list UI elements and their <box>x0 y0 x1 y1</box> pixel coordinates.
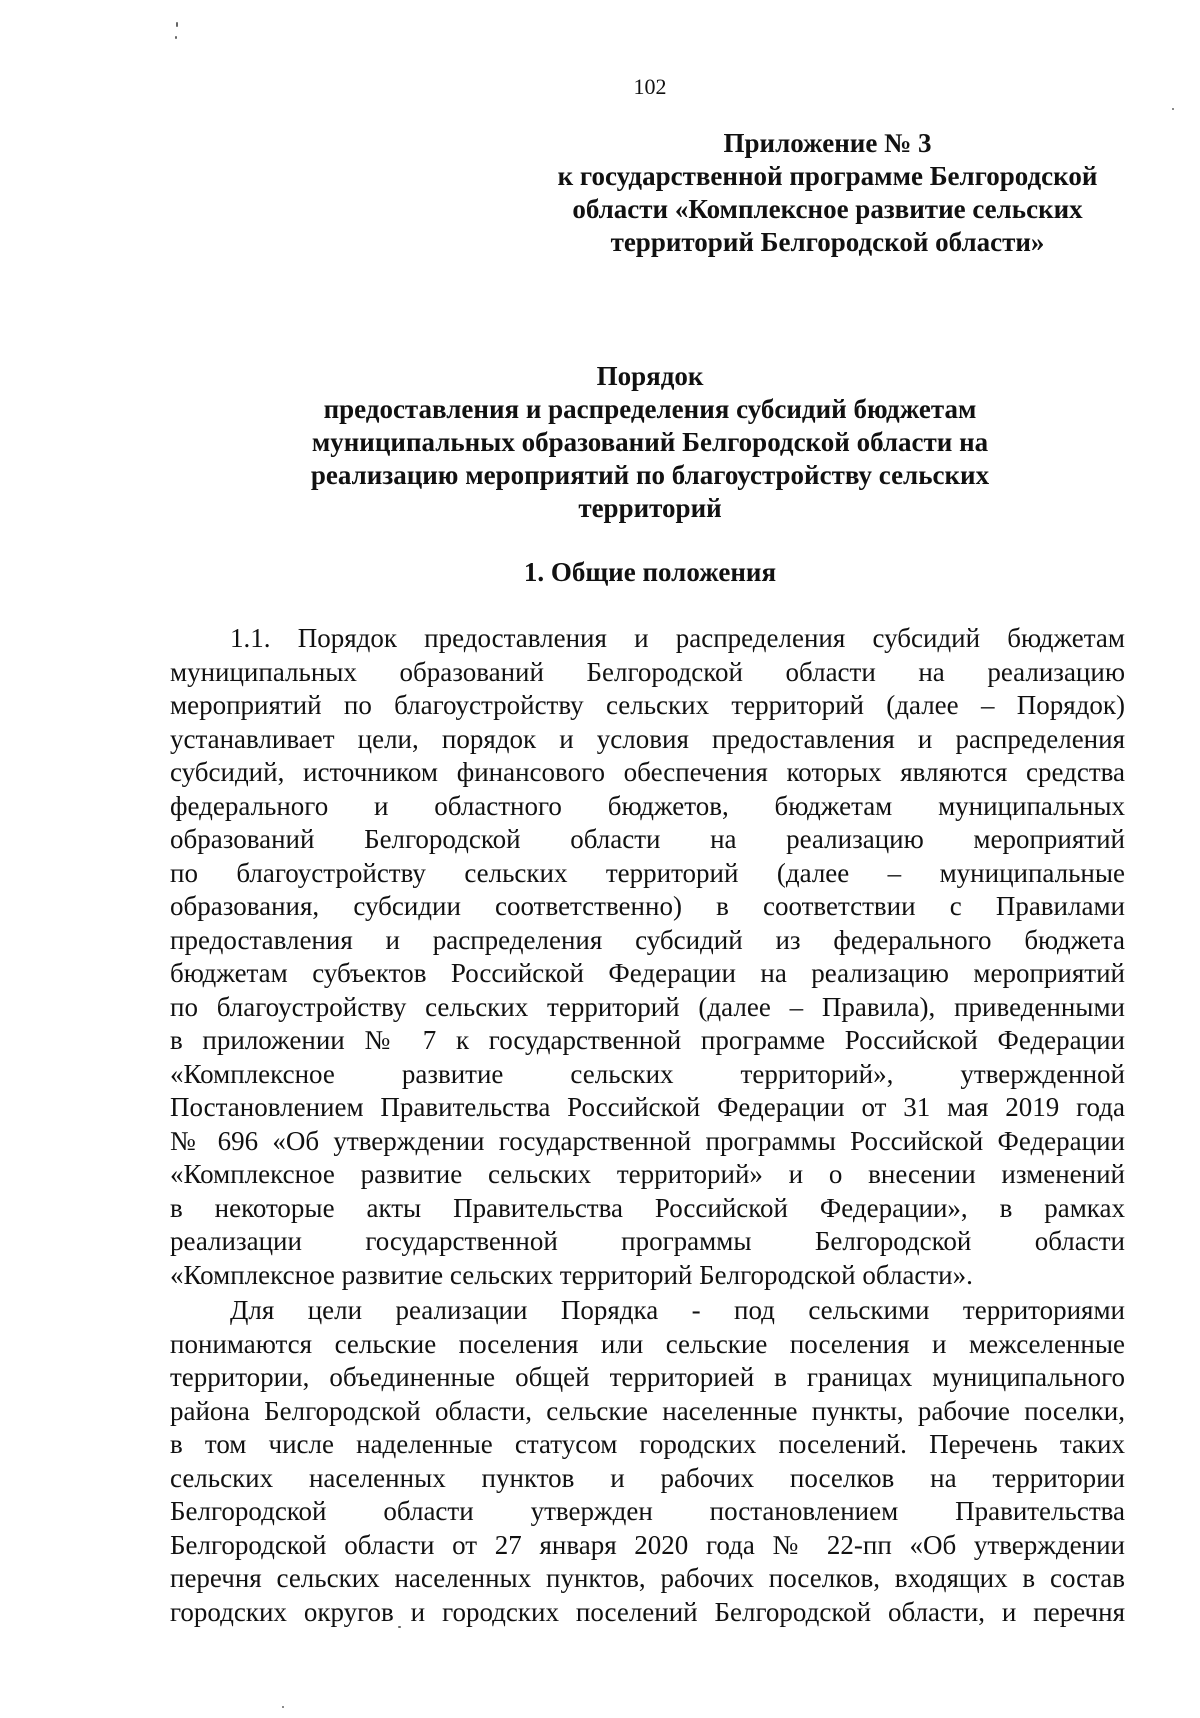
paragraph-line: образования, субсидии соответственно) в соответствии с Правилами <box>170 891 1125 921</box>
document-title <box>200 360 1100 525</box>
paragraph-line: территории, объединенные общей территорией в границах муниципального <box>170 1362 1125 1392</box>
scan-speck <box>1172 108 1174 110</box>
scan-speck <box>176 22 178 27</box>
title-line: предоставления и распределения субсидий бюджетам <box>323 394 977 424</box>
body-text <box>170 622 1125 1629</box>
paragraph-line: в приложении № 7 к государственной программе Российской Федерации <box>170 1025 1125 1055</box>
appendix-header <box>520 127 1135 259</box>
section-heading: 1. Общие положения <box>523 557 777 587</box>
paragraph-line: Белгородской области утвержден постановлением Правительства <box>170 1496 1125 1526</box>
paragraph-line: района Белгородской области, сельские населенные пункты, рабочие поселки, <box>170 1395 1125 1426</box>
appendix-line: территорий Белгородской области» <box>610 227 1045 257</box>
paragraph-line: муниципальных образований Белгородской области на реализацию <box>170 656 1125 687</box>
title-line: реализацию мероприятий по благоустройству сельских <box>310 460 990 490</box>
paragraph-line: Белгородской области от 27 января 2020 года № 22-пп «Об утверждении <box>170 1529 1125 1560</box>
paragraph-line: городских округов и городских поселений Белгородской области, и перечня <box>170 1596 1125 1627</box>
paragraph-line: федерального и областного бюджетов, бюджетам муниципальных <box>170 790 1125 821</box>
paragraph-line: мероприятий по благоустройству сельских территорий (далее – Порядок) <box>170 690 1125 720</box>
appendix-line: к государственной программе Белгородской <box>557 161 1098 191</box>
paragraph-line: бюджетам субъектов Российской Федерации на реализацию мероприятий <box>170 958 1125 988</box>
paragraph-line: по благоустройству сельских территорий (далее – муниципальные <box>170 857 1125 888</box>
paragraph-line: «Комплексное развитие сельских территорий», утвержденной <box>170 1058 1125 1089</box>
paragraph-line: Постановлением Правительства Российской Федерации от 31 мая 2019 года <box>170 1092 1125 1122</box>
title-line: муниципальных образований Белгородской области на <box>311 427 989 457</box>
paragraph-line: устанавливает цели, порядок и условия предоставления и распределения <box>170 723 1125 754</box>
paragraph-line: «Комплексное развитие сельских территорий Белгородской области». <box>170 1259 973 1290</box>
title-line: Порядок <box>596 361 704 391</box>
paragraph-line: в том числе наделенные статусом городских поселений. Перечень таких <box>170 1429 1125 1459</box>
page-number: 102 <box>633 74 667 99</box>
paragraph-line: «Комплексное развитие сельских территорий» и о внесении изменений <box>170 1159 1125 1189</box>
paragraph-line: реализации государственной программы Белгородской области <box>170 1226 1125 1256</box>
appendix-line: области «Комплексное развитие сельских <box>572 194 1083 224</box>
paragraph-line: сельских населенных пунктов и рабочих поселков на территории <box>170 1462 1125 1493</box>
scan-speck <box>175 36 177 39</box>
appendix-line: Приложение № 3 <box>723 128 932 158</box>
paragraph-line: № 696 «Об утверждении государственной программы Российской Федерации <box>170 1125 1125 1156</box>
paragraph-line: Для цели реализации Порядка - под сельскими территориями <box>230 1295 1125 1325</box>
paragraph-2 <box>170 1294 1125 1629</box>
scan-speck <box>282 1706 284 1708</box>
paragraph-line: в некоторые акты Правительства Российской Федерации», в рамках <box>170 1192 1125 1223</box>
paragraph-line: субсидий, источником финансового обеспечения которых являются средства <box>170 757 1125 787</box>
paragraph-line: образований Белгородской области на реализацию мероприятий <box>170 824 1125 854</box>
title-line: территорий <box>578 493 722 523</box>
paragraph-line: по благоустройству сельских территорий (далее – Правила), приведенными <box>170 991 1125 1022</box>
paragraph-line: перечня сельских населенных пунктов, рабочих поселков, входящих в состав <box>170 1563 1125 1593</box>
paragraph-1 <box>170 622 1125 1292</box>
paragraph-line: предоставления и распределения субсидий из федерального бюджета <box>170 924 1125 955</box>
paragraph-line: 1.1. Порядок предоставления и распределения субсидий бюджетам <box>230 623 1125 653</box>
paragraph-line: понимаются сельские поселения или сельские поселения и межселенные <box>170 1328 1125 1359</box>
